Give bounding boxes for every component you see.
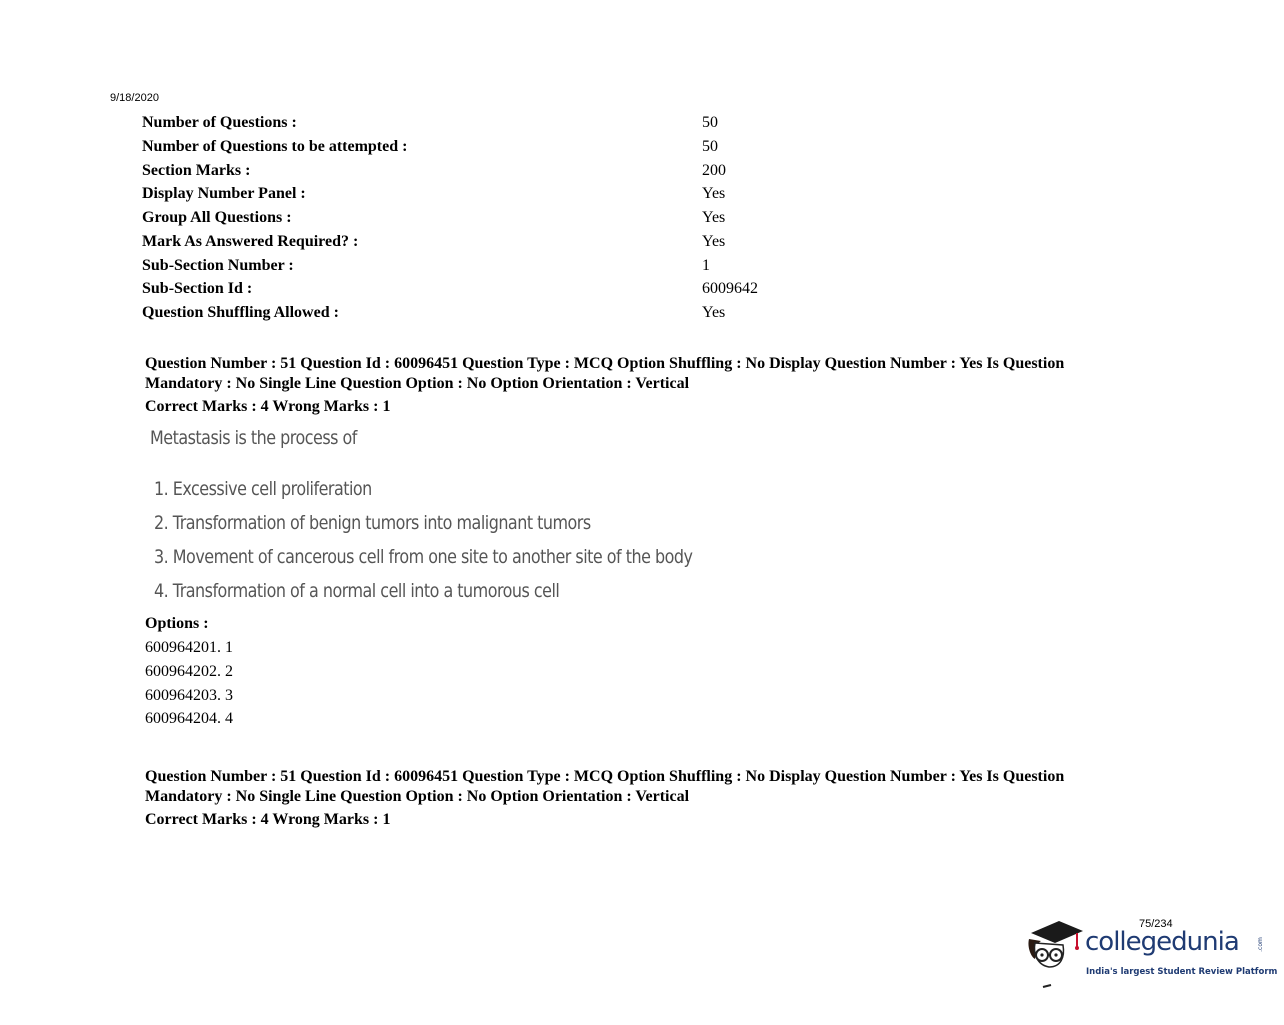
info-label: Number of Questions to be attempted : [142, 137, 408, 155]
info-label: Number of Questions : [142, 114, 297, 131]
question-block [145, 354, 1145, 731]
logo-tagline: India's largest Student Review Platform [1086, 967, 1278, 977]
info-label: Sub-Section Number : [142, 256, 294, 274]
option-id: 600964202. 2 [145, 662, 233, 680]
question-block [145, 767, 1145, 831]
option-id: 600964204. 4 [145, 710, 233, 728]
options-label: Options : [145, 615, 209, 632]
info-value: 1 [702, 256, 710, 274]
question-marks: Correct Marks : 4 Wrong Marks : 1 [145, 398, 391, 415]
info-value: Yes [702, 232, 726, 250]
info-label: Sub-Section Id : [142, 280, 253, 298]
logo-name: collegedunia [1085, 927, 1239, 957]
info-value: Yes [702, 185, 726, 203]
info-label: Group All Questions : [142, 209, 292, 226]
option-id: 600964201. 1 [145, 639, 233, 656]
choice-item: 3. Movement of cancerous cell from one site to another site of the body [154, 546, 693, 568]
choice-item: 1. Excessive cell proliferation [154, 478, 372, 500]
info-label: Section Marks : [142, 161, 251, 179]
info-label: Question Shuffling Allowed : [142, 304, 339, 321]
question-image [150, 424, 1145, 608]
page-number: 75/234 [1139, 918, 1173, 930]
choice-item: 2. Transformation of benign tumors into malignant tumors [154, 512, 591, 534]
mascot-icon [1025, 917, 1087, 989]
print-date: 9/18/2020 [110, 92, 159, 104]
info-value: 50 [702, 114, 718, 131]
info-label: Mark As Answered Required? : [142, 232, 359, 250]
question-marks: Correct Marks : 4 Wrong Marks : 1 [145, 811, 391, 828]
question-header: Question Number : 51 Question Id : 60096451 Question Type : MCQ Option Shuffling : No Display Question Number : Yes Is Question Mandatory : No Single Line Question Option : No Option Orientation : Vertical [145, 768, 1065, 805]
question-header: Question Number : 51 Question Id : 60096451 Question Type : MCQ Option Shuffling : No Display Question Number : Yes Is Question Mandatory : No Single Line Question Option : No Option Orientation : Vertical [145, 355, 1065, 392]
question-text: Metastasis is the process of [150, 427, 357, 449]
info-value: Yes [702, 304, 726, 321]
info-value: 6009642 [702, 280, 758, 298]
info-value: 50 [702, 137, 718, 155]
logo-suffix: .com [1256, 937, 1264, 952]
info-value: 200 [702, 161, 726, 179]
option-id: 600964203. 3 [145, 686, 233, 704]
info-label: Display Number Panel : [142, 185, 306, 203]
collegedunia-logo [1025, 917, 1278, 989]
choice-item: 4. Transformation of a normal cell into a tumorous cell [154, 580, 560, 602]
info-value: Yes [702, 209, 726, 226]
